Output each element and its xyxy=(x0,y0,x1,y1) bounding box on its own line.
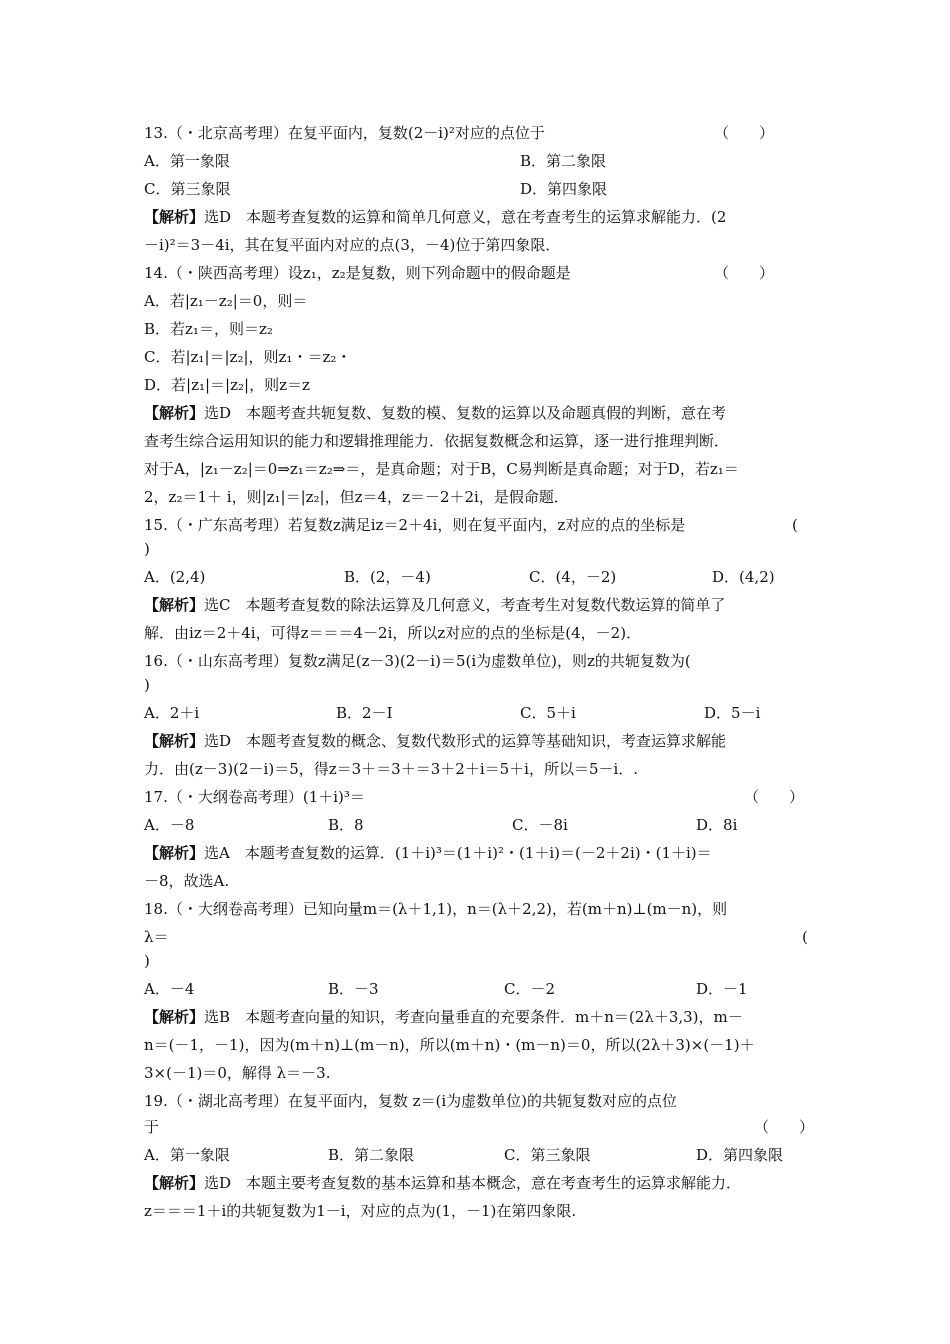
q14-analysis-line1 xyxy=(144,403,809,423)
q18-analysis-line2: n＝(－1，－1)，因为(m＋n)⊥(m－n)，所以(m＋n)・(m－n)＝0，所以(2λ＋3)×(－1)＋ xyxy=(144,1036,755,1054)
analysis-text: 选D 本题考查复数的运算和简单几何意义，意在考查考生的运算求解能力．(2 xyxy=(204,208,727,226)
option-a: A．－4 xyxy=(144,980,195,998)
answer-paren: ( xyxy=(802,928,808,946)
option-d: D．第四象限 xyxy=(696,1146,784,1164)
option-c: C．－2 xyxy=(504,980,556,998)
answer-paren: （ ） xyxy=(714,124,775,142)
option-b: B．－3 xyxy=(328,980,379,998)
q18-stem-line2 xyxy=(144,927,809,947)
q14-analysis-line2: 查考生综合运用知识的能力和逻辑推理能力．依据复数概念和运算，逐一进行推理判断． xyxy=(144,432,730,450)
option-d: D．－1 xyxy=(696,980,748,998)
q15-analysis-line1 xyxy=(144,595,809,615)
q16-options xyxy=(144,703,809,723)
question-text: λ＝ xyxy=(144,928,169,946)
q16-stem: 16.（・山东高考理）复数z满足(z－3)(2－i)＝5(i为虚数单位)，则z的共轭复数为( xyxy=(144,652,691,670)
option-a: A．2＋i xyxy=(144,704,200,722)
q15-stem-line2: ) xyxy=(144,540,150,558)
q18-analysis-line1 xyxy=(144,1007,809,1027)
question-text: 于 xyxy=(144,1118,160,1136)
option-b: B．第二象限 xyxy=(520,152,607,170)
option-a: A．第一象限 xyxy=(144,152,230,170)
option-c: C．(4，－2) xyxy=(529,568,617,586)
q13-analysis-line1 xyxy=(144,207,809,227)
q17-analysis-line1 xyxy=(144,843,809,863)
analysis-tag: 【解析】 xyxy=(144,596,205,614)
question-text: 17.（・大纲卷高考理）(1＋i)³＝ xyxy=(144,788,365,806)
option-d: D．第四象限 xyxy=(520,180,608,198)
option-d: D．(4,2) xyxy=(712,568,775,586)
option-d: D．5－i xyxy=(704,704,761,722)
q19-stem-line2 xyxy=(144,1117,815,1137)
q16-analysis-line1 xyxy=(144,731,809,751)
q14-option-d: D．若|z₁|＝|z₂|，则z＝z xyxy=(144,376,310,394)
q14-analysis-line4: 2，z₂＝1＋ i，则|z₁|＝|z₂|，但z＝4，z＝－2＋2i，是假命题． xyxy=(144,488,569,506)
analysis-text: 选D 本题考查复数的概念、复数代数形式的运算等基础知识，考查运算求解能 xyxy=(204,732,727,750)
q14-option-b: B．若z₁＝，则＝z₂ xyxy=(144,320,273,338)
option-c: C．5＋i xyxy=(520,704,576,722)
option-d: D．8i xyxy=(696,816,738,834)
option-a: A．(2,4) xyxy=(144,568,206,586)
q13-analysis-line2: －i)²＝3－4i，其在复平面内对应的点(3，－4)位于第四象限． xyxy=(144,236,561,254)
q15-analysis-line2: 解．由iz＝2＋4i，可得z＝＝＝4－2i，所以z对应的点的坐标是(4，－2)． xyxy=(144,624,642,642)
q17-analysis-line2: －8，故选A. xyxy=(144,872,230,890)
analysis-tag: 【解析】 xyxy=(144,208,205,226)
option-a: A．－8 xyxy=(144,816,195,834)
q14-option-a: A．若|z₁－z₂|＝0，则＝ xyxy=(144,292,308,310)
analysis-tag: 【解析】 xyxy=(144,1174,205,1192)
q13-stem xyxy=(144,123,809,143)
answer-paren: （ ） xyxy=(744,788,805,806)
q14-option-c: C．若|z₁|＝|z₂|，则z₁・＝z₂・ xyxy=(144,348,352,366)
q15-stem xyxy=(144,515,809,535)
q18-stem-line3: ) xyxy=(144,952,150,970)
q13-options-row1 xyxy=(144,151,809,171)
analysis-tag: 【解析】 xyxy=(144,732,205,750)
q19-analysis-line2: z＝＝＝1＋i的共轭复数为1－i，对应的点为(1，－1)在第四象限. xyxy=(144,1202,577,1220)
q19-options xyxy=(144,1145,809,1165)
option-c: C．第三象限 xyxy=(144,180,231,198)
analysis-text: 选D 本题考查共轭复数、复数的模、复数的运算以及命题真假的判断，意在考 xyxy=(204,404,727,422)
option-c: C．－8i xyxy=(512,816,568,834)
q14-analysis-line3: 对于A，|z₁－z₂|＝0⇒z₁＝z₂⇒＝，是真命题；对于B，C易判断是真命题；对于D，若z₁＝ xyxy=(144,460,739,478)
question-text: 14.（・陕西高考理）设z₁，z₂是复数，则下列命题中的假命题是 xyxy=(144,264,571,282)
q16-stem-line2: ) xyxy=(144,676,150,694)
q16-analysis-line2: 力．由(z－3)(2－i)＝5，得z＝3＋＝3＋＝3＋2＋i＝5＋i，所以＝5－i．. xyxy=(144,760,639,778)
analysis-text: 选C 本题考查复数的除法运算及几何意义，考查考生对复数代数运算的简单了 xyxy=(204,596,726,614)
answer-paren: （ ） xyxy=(714,264,775,282)
option-b: B．(2，－4) xyxy=(344,568,431,586)
q19-stem: 19.（・湖北高考理）在复平面内，复数 z＝(i为虚数单位)的共轭复数对应的点位 xyxy=(144,1092,678,1110)
q13-options-row2 xyxy=(144,179,809,199)
answer-paren: ( xyxy=(792,516,798,534)
q17-options xyxy=(144,815,809,835)
option-b: B．第二象限 xyxy=(328,1146,415,1164)
option-b: B．2－I xyxy=(336,704,393,722)
option-b: B．8 xyxy=(328,816,364,834)
q18-analysis-line3: 3×(－1)＝0，解得 λ＝－3. xyxy=(144,1064,331,1082)
analysis-text: 选B 本题考查向量的知识，考查向量垂直的充要条件．m＋n＝(2λ＋3,3)，m－ xyxy=(204,1008,743,1026)
question-text: 13.（・北京高考理）在复平面内，复数(2－i)²对应的点位于 xyxy=(144,124,545,142)
analysis-tag: 【解析】 xyxy=(144,1008,205,1026)
q18-stem: 18.（・大纲卷高考理）已知向量m＝(λ＋1,1)，n＝(λ＋2,2)，若(m＋n)⊥(m－n)，则 xyxy=(144,900,728,918)
q14-stem xyxy=(144,263,809,283)
q18-options xyxy=(144,979,809,999)
analysis-text: 选D 本题主要考查复数的基本运算和基本概念，意在考查考生的运算求解能力． xyxy=(204,1174,742,1192)
analysis-text: 选A 本题考查复数的运算．(1＋i)³＝(1＋i)²・(1＋i)＝(－2＋2i)・(1＋i)＝ xyxy=(204,844,712,862)
q17-stem xyxy=(144,787,809,807)
question-text: 15.（・广东高考理）若复数z满足iz＝2＋4i，则在复平面内，z对应的点的坐标是 xyxy=(144,516,686,534)
q19-analysis-line1 xyxy=(144,1173,809,1193)
option-a: A．第一象限 xyxy=(144,1146,230,1164)
analysis-tag: 【解析】 xyxy=(144,844,205,862)
answer-paren: （ ） xyxy=(754,1118,815,1136)
option-c: C．第三象限 xyxy=(504,1146,591,1164)
q15-options xyxy=(144,567,809,587)
analysis-tag: 【解析】 xyxy=(144,404,205,422)
